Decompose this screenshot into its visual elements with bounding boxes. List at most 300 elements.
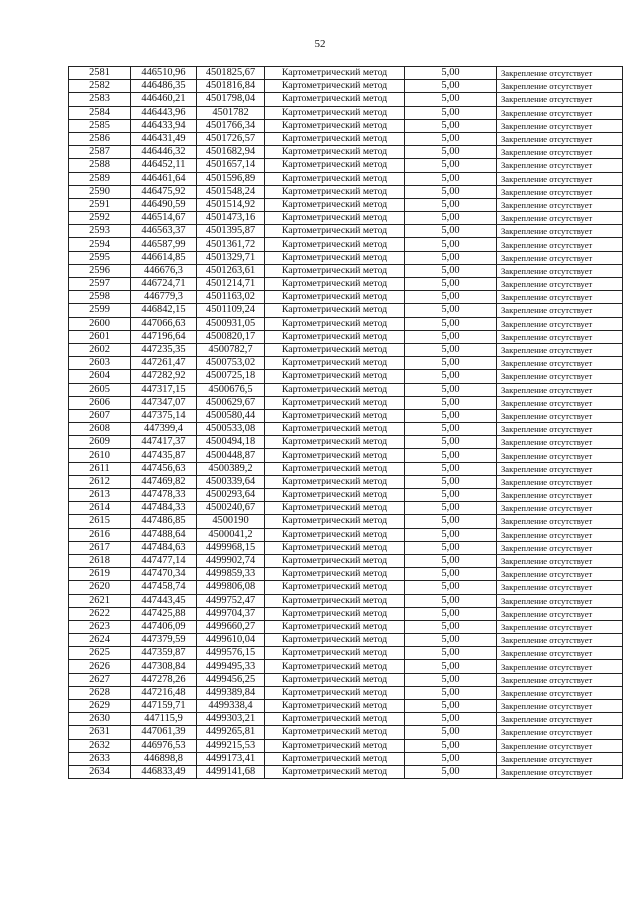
y-coordinate-cell: 4501214,71 bbox=[197, 278, 265, 291]
accuracy-cell: 5,00 bbox=[405, 673, 497, 686]
point-number-cell: 2628 bbox=[69, 686, 131, 699]
method-cell: Картометрический метод bbox=[265, 607, 405, 620]
fixation-cell: Закрепление отсутствует bbox=[497, 423, 623, 436]
fixation-cell: Закрепление отсутствует bbox=[497, 264, 623, 277]
x-coordinate-cell: 447484,33 bbox=[131, 502, 197, 515]
point-number-cell: 2607 bbox=[69, 409, 131, 422]
fixation-cell: Закрепление отсутствует bbox=[497, 554, 623, 567]
accuracy-cell: 5,00 bbox=[405, 198, 497, 211]
accuracy-cell: 5,00 bbox=[405, 159, 497, 172]
accuracy-cell: 5,00 bbox=[405, 568, 497, 581]
fixation-cell: Закрепление отсутствует bbox=[497, 686, 623, 699]
accuracy-cell: 5,00 bbox=[405, 686, 497, 699]
fixation-cell: Закрепление отсутствует bbox=[497, 462, 623, 475]
x-coordinate-cell: 447458,74 bbox=[131, 581, 197, 594]
point-number-cell: 2625 bbox=[69, 647, 131, 660]
table-row bbox=[69, 172, 623, 185]
x-coordinate-cell: 446433,94 bbox=[131, 119, 197, 132]
table-row bbox=[69, 739, 623, 752]
table-row bbox=[69, 620, 623, 633]
method-cell: Картометрический метод bbox=[265, 489, 405, 502]
method-cell: Картометрический метод bbox=[265, 515, 405, 528]
y-coordinate-cell: 4500448,87 bbox=[197, 449, 265, 462]
x-coordinate-cell: 447488,64 bbox=[131, 528, 197, 541]
x-coordinate-cell: 447216,48 bbox=[131, 686, 197, 699]
point-number-cell: 2602 bbox=[69, 343, 131, 356]
point-number-cell: 2614 bbox=[69, 502, 131, 515]
y-coordinate-cell: 4501657,14 bbox=[197, 159, 265, 172]
accuracy-cell: 5,00 bbox=[405, 370, 497, 383]
accuracy-cell: 5,00 bbox=[405, 647, 497, 660]
fixation-cell: Закрепление отсутствует bbox=[497, 106, 623, 119]
point-number-cell: 2583 bbox=[69, 93, 131, 106]
y-coordinate-cell: 4501361,72 bbox=[197, 238, 265, 251]
method-cell: Картометрический метод bbox=[265, 343, 405, 356]
accuracy-cell: 5,00 bbox=[405, 726, 497, 739]
x-coordinate-cell: 447061,39 bbox=[131, 726, 197, 739]
fixation-cell: Закрепление отсутствует bbox=[497, 172, 623, 185]
point-number-cell: 2617 bbox=[69, 541, 131, 554]
y-coordinate-cell: 4501163,02 bbox=[197, 291, 265, 304]
method-cell: Картометрический метод bbox=[265, 238, 405, 251]
table-row bbox=[69, 752, 623, 765]
fixation-cell: Закрепление отсутствует bbox=[497, 278, 623, 291]
x-coordinate-cell: 447317,15 bbox=[131, 383, 197, 396]
point-number-cell: 2599 bbox=[69, 304, 131, 317]
table-row bbox=[69, 489, 623, 502]
point-number-cell: 2590 bbox=[69, 185, 131, 198]
method-cell: Картометрический метод bbox=[265, 291, 405, 304]
point-number-cell: 2593 bbox=[69, 225, 131, 238]
fixation-cell: Закрепление отсутствует bbox=[497, 436, 623, 449]
accuracy-cell: 5,00 bbox=[405, 343, 497, 356]
y-coordinate-cell: 4499303,21 bbox=[197, 713, 265, 726]
x-coordinate-cell: 446898,8 bbox=[131, 752, 197, 765]
x-coordinate-cell: 447484,63 bbox=[131, 541, 197, 554]
accuracy-cell: 5,00 bbox=[405, 67, 497, 80]
accuracy-cell: 5,00 bbox=[405, 554, 497, 567]
fixation-cell: Закрепление отсутствует bbox=[497, 225, 623, 238]
y-coordinate-cell: 4500190 bbox=[197, 515, 265, 528]
x-coordinate-cell: 447425,88 bbox=[131, 607, 197, 620]
accuracy-cell: 5,00 bbox=[405, 660, 497, 673]
table-row bbox=[69, 330, 623, 343]
x-coordinate-cell: 447278,26 bbox=[131, 673, 197, 686]
table-row bbox=[69, 502, 623, 515]
accuracy-cell: 5,00 bbox=[405, 594, 497, 607]
table-row bbox=[69, 370, 623, 383]
table-row bbox=[69, 568, 623, 581]
x-coordinate-cell: 446842,15 bbox=[131, 304, 197, 317]
table-row bbox=[69, 291, 623, 304]
y-coordinate-cell: 4501816,84 bbox=[197, 80, 265, 93]
y-coordinate-cell: 4500782,7 bbox=[197, 343, 265, 356]
table-row bbox=[69, 765, 623, 778]
y-coordinate-cell: 4500820,17 bbox=[197, 330, 265, 343]
table-row bbox=[69, 449, 623, 462]
method-cell: Картометрический метод bbox=[265, 436, 405, 449]
method-cell: Картометрический метод bbox=[265, 726, 405, 739]
y-coordinate-cell: 4500629,67 bbox=[197, 396, 265, 409]
point-number-cell: 2624 bbox=[69, 634, 131, 647]
point-number-cell: 2622 bbox=[69, 607, 131, 620]
x-coordinate-cell: 447443,45 bbox=[131, 594, 197, 607]
method-cell: Картометрический метод bbox=[265, 185, 405, 198]
accuracy-cell: 5,00 bbox=[405, 436, 497, 449]
fixation-cell: Закрепление отсутствует bbox=[497, 607, 623, 620]
table-row bbox=[69, 475, 623, 488]
x-coordinate-cell: 446833,49 bbox=[131, 765, 197, 778]
table-row bbox=[69, 528, 623, 541]
x-coordinate-cell: 447066,63 bbox=[131, 317, 197, 330]
method-cell: Картометрический метод bbox=[265, 502, 405, 515]
x-coordinate-cell: 447456,63 bbox=[131, 462, 197, 475]
table-row bbox=[69, 212, 623, 225]
fixation-cell: Закрепление отсутствует bbox=[497, 146, 623, 159]
accuracy-cell: 5,00 bbox=[405, 581, 497, 594]
method-cell: Картометрический метод bbox=[265, 554, 405, 567]
accuracy-cell: 5,00 bbox=[405, 489, 497, 502]
y-coordinate-cell: 4499610,04 bbox=[197, 634, 265, 647]
y-coordinate-cell: 4501263,61 bbox=[197, 264, 265, 277]
y-coordinate-cell: 4499456,25 bbox=[197, 673, 265, 686]
accuracy-cell: 5,00 bbox=[405, 225, 497, 238]
accuracy-cell: 5,00 bbox=[405, 185, 497, 198]
fixation-cell: Закрепление отсутствует bbox=[497, 132, 623, 145]
table-row bbox=[69, 251, 623, 264]
y-coordinate-cell: 4499660,27 bbox=[197, 620, 265, 633]
method-cell: Картометрический метод bbox=[265, 132, 405, 145]
y-coordinate-cell: 4500494,18 bbox=[197, 436, 265, 449]
point-number-cell: 2591 bbox=[69, 198, 131, 211]
point-number-cell: 2613 bbox=[69, 489, 131, 502]
x-coordinate-cell: 446676,3 bbox=[131, 264, 197, 277]
y-coordinate-cell: 4499752,47 bbox=[197, 594, 265, 607]
y-coordinate-cell: 4501726,57 bbox=[197, 132, 265, 145]
table-row bbox=[69, 700, 623, 713]
table-row bbox=[69, 304, 623, 317]
accuracy-cell: 5,00 bbox=[405, 409, 497, 422]
fixation-cell: Закрепление отсутствует bbox=[497, 475, 623, 488]
method-cell: Картометрический метод bbox=[265, 159, 405, 172]
method-cell: Картометрический метод bbox=[265, 581, 405, 594]
y-coordinate-cell: 4499859,33 bbox=[197, 568, 265, 581]
x-coordinate-cell: 446724,71 bbox=[131, 278, 197, 291]
method-cell: Картометрический метод bbox=[265, 317, 405, 330]
x-coordinate-cell: 447486,85 bbox=[131, 515, 197, 528]
y-coordinate-cell: 4500533,08 bbox=[197, 423, 265, 436]
table-row bbox=[69, 198, 623, 211]
accuracy-cell: 5,00 bbox=[405, 357, 497, 370]
y-coordinate-cell: 4501596,89 bbox=[197, 172, 265, 185]
x-coordinate-cell: 446446,32 bbox=[131, 146, 197, 159]
table-row bbox=[69, 225, 623, 238]
point-number-cell: 2594 bbox=[69, 238, 131, 251]
point-number-cell: 2586 bbox=[69, 132, 131, 145]
accuracy-cell: 5,00 bbox=[405, 515, 497, 528]
point-number-cell: 2630 bbox=[69, 713, 131, 726]
fixation-cell: Закрепление отсутствует bbox=[497, 409, 623, 422]
point-number-cell: 2600 bbox=[69, 317, 131, 330]
y-coordinate-cell: 4501682,94 bbox=[197, 146, 265, 159]
accuracy-cell: 5,00 bbox=[405, 317, 497, 330]
table-row bbox=[69, 594, 623, 607]
point-number-cell: 2598 bbox=[69, 291, 131, 304]
y-coordinate-cell: 4501395,87 bbox=[197, 225, 265, 238]
accuracy-cell: 5,00 bbox=[405, 700, 497, 713]
accuracy-cell: 5,00 bbox=[405, 132, 497, 145]
method-cell: Картометрический метод bbox=[265, 396, 405, 409]
accuracy-cell: 5,00 bbox=[405, 238, 497, 251]
point-number-cell: 2601 bbox=[69, 330, 131, 343]
point-number-cell: 2618 bbox=[69, 554, 131, 567]
accuracy-cell: 5,00 bbox=[405, 304, 497, 317]
accuracy-cell: 5,00 bbox=[405, 541, 497, 554]
method-cell: Картометрический метод bbox=[265, 225, 405, 238]
point-number-cell: 2606 bbox=[69, 396, 131, 409]
accuracy-cell: 5,00 bbox=[405, 383, 497, 396]
method-cell: Картометрический метод bbox=[265, 383, 405, 396]
table-row bbox=[69, 317, 623, 330]
table-row bbox=[69, 383, 623, 396]
point-number-cell: 2595 bbox=[69, 251, 131, 264]
x-coordinate-cell: 446431,49 bbox=[131, 132, 197, 145]
method-cell: Картометрический метод bbox=[265, 686, 405, 699]
table-row bbox=[69, 541, 623, 554]
fixation-cell: Закрепление отсутствует bbox=[497, 93, 623, 106]
table-row bbox=[69, 80, 623, 93]
point-number-cell: 2605 bbox=[69, 383, 131, 396]
accuracy-cell: 5,00 bbox=[405, 212, 497, 225]
table-row bbox=[69, 132, 623, 145]
table-row bbox=[69, 673, 623, 686]
y-coordinate-cell: 4499902,74 bbox=[197, 554, 265, 567]
method-cell: Картометрический метод bbox=[265, 752, 405, 765]
method-cell: Картометрический метод bbox=[265, 278, 405, 291]
point-number-cell: 2588 bbox=[69, 159, 131, 172]
point-number-cell: 2592 bbox=[69, 212, 131, 225]
accuracy-cell: 5,00 bbox=[405, 291, 497, 304]
y-coordinate-cell: 4500931,05 bbox=[197, 317, 265, 330]
fixation-cell: Закрепление отсутствует bbox=[497, 634, 623, 647]
x-coordinate-cell: 446779,3 bbox=[131, 291, 197, 304]
fixation-cell: Закрепление отсутствует bbox=[497, 357, 623, 370]
table-row bbox=[69, 409, 623, 422]
accuracy-cell: 5,00 bbox=[405, 620, 497, 633]
method-cell: Картометрический метод bbox=[265, 620, 405, 633]
fixation-cell: Закрепление отсутствует bbox=[497, 528, 623, 541]
table-row bbox=[69, 278, 623, 291]
accuracy-cell: 5,00 bbox=[405, 278, 497, 291]
point-number-cell: 2623 bbox=[69, 620, 131, 633]
method-cell: Картометрический метод bbox=[265, 568, 405, 581]
method-cell: Картометрический метод bbox=[265, 251, 405, 264]
method-cell: Картометрический метод bbox=[265, 67, 405, 80]
fixation-cell: Закрепление отсутствует bbox=[497, 67, 623, 80]
point-number-cell: 2587 bbox=[69, 146, 131, 159]
point-number-cell: 2633 bbox=[69, 752, 131, 765]
fixation-cell: Закрепление отсутствует bbox=[497, 330, 623, 343]
x-coordinate-cell: 447406,09 bbox=[131, 620, 197, 633]
fixation-cell: Закрепление отсутствует bbox=[497, 119, 623, 132]
x-coordinate-cell: 446510,96 bbox=[131, 67, 197, 80]
x-coordinate-cell: 447235,35 bbox=[131, 343, 197, 356]
x-coordinate-cell: 446490,59 bbox=[131, 198, 197, 211]
point-number-cell: 2615 bbox=[69, 515, 131, 528]
point-number-cell: 2610 bbox=[69, 449, 131, 462]
x-coordinate-cell: 447417,37 bbox=[131, 436, 197, 449]
y-coordinate-cell: 4500389,2 bbox=[197, 462, 265, 475]
method-cell: Картометрический метод bbox=[265, 475, 405, 488]
x-coordinate-cell: 446976,53 bbox=[131, 739, 197, 752]
method-cell: Картометрический метод bbox=[265, 634, 405, 647]
point-number-cell: 2596 bbox=[69, 264, 131, 277]
fixation-cell: Закрепление отсутствует bbox=[497, 185, 623, 198]
method-cell: Картометрический метод bbox=[265, 423, 405, 436]
method-cell: Картометрический метод bbox=[265, 449, 405, 462]
accuracy-cell: 5,00 bbox=[405, 396, 497, 409]
table-row bbox=[69, 726, 623, 739]
y-coordinate-cell: 4499495,33 bbox=[197, 660, 265, 673]
table-row bbox=[69, 396, 623, 409]
method-cell: Картометрический метод bbox=[265, 528, 405, 541]
y-coordinate-cell: 4499265,81 bbox=[197, 726, 265, 739]
point-number-cell: 2620 bbox=[69, 581, 131, 594]
method-cell: Картометрический метод bbox=[265, 409, 405, 422]
y-coordinate-cell: 4500753,02 bbox=[197, 357, 265, 370]
point-number-cell: 2626 bbox=[69, 660, 131, 673]
method-cell: Картометрический метод bbox=[265, 80, 405, 93]
y-coordinate-cell: 4501782 bbox=[197, 106, 265, 119]
point-number-cell: 2608 bbox=[69, 423, 131, 436]
y-coordinate-cell: 4500725,18 bbox=[197, 370, 265, 383]
y-coordinate-cell: 4501109,24 bbox=[197, 304, 265, 317]
fixation-cell: Закрепление отсутствует bbox=[497, 291, 623, 304]
y-coordinate-cell: 4501766,34 bbox=[197, 119, 265, 132]
table-row bbox=[69, 660, 623, 673]
y-coordinate-cell: 4499141,68 bbox=[197, 765, 265, 778]
accuracy-cell: 5,00 bbox=[405, 423, 497, 436]
table-row bbox=[69, 713, 623, 726]
point-number-cell: 2616 bbox=[69, 528, 131, 541]
y-coordinate-cell: 4501329,71 bbox=[197, 251, 265, 264]
point-number-cell: 2603 bbox=[69, 357, 131, 370]
table-row bbox=[69, 119, 623, 132]
fixation-cell: Закрепление отсутствует bbox=[497, 660, 623, 673]
method-cell: Картометрический метод bbox=[265, 106, 405, 119]
x-coordinate-cell: 447379,59 bbox=[131, 634, 197, 647]
table-row bbox=[69, 607, 623, 620]
fixation-cell: Закрепление отсутствует bbox=[497, 251, 623, 264]
x-coordinate-cell: 447477,14 bbox=[131, 554, 197, 567]
x-coordinate-cell: 447261,47 bbox=[131, 357, 197, 370]
y-coordinate-cell: 4499576,15 bbox=[197, 647, 265, 660]
accuracy-cell: 5,00 bbox=[405, 607, 497, 620]
point-number-cell: 2582 bbox=[69, 80, 131, 93]
y-coordinate-cell: 4501548,24 bbox=[197, 185, 265, 198]
accuracy-cell: 5,00 bbox=[405, 251, 497, 264]
fixation-cell: Закрепление отсутствует bbox=[497, 713, 623, 726]
x-coordinate-cell: 447159,71 bbox=[131, 700, 197, 713]
fixation-cell: Закрепление отсутствует bbox=[497, 449, 623, 462]
y-coordinate-cell: 4501473,16 bbox=[197, 212, 265, 225]
method-cell: Картометрический метод bbox=[265, 370, 405, 383]
page-number: 52 bbox=[314, 38, 326, 50]
accuracy-cell: 5,00 bbox=[405, 330, 497, 343]
point-number-cell: 2631 bbox=[69, 726, 131, 739]
fixation-cell: Закрепление отсутствует bbox=[497, 212, 623, 225]
method-cell: Картометрический метод bbox=[265, 660, 405, 673]
fixation-cell: Закрепление отсутствует bbox=[497, 739, 623, 752]
fixation-cell: Закрепление отсутствует bbox=[497, 198, 623, 211]
point-number-cell: 2612 bbox=[69, 475, 131, 488]
table-row bbox=[69, 634, 623, 647]
x-coordinate-cell: 446475,92 bbox=[131, 185, 197, 198]
x-coordinate-cell: 446452,11 bbox=[131, 159, 197, 172]
point-number-cell: 2632 bbox=[69, 739, 131, 752]
x-coordinate-cell: 446563,37 bbox=[131, 225, 197, 238]
x-coordinate-cell: 447115,9 bbox=[131, 713, 197, 726]
x-coordinate-cell: 447469,82 bbox=[131, 475, 197, 488]
point-number-cell: 2634 bbox=[69, 765, 131, 778]
fixation-cell: Закрепление отсутствует bbox=[497, 620, 623, 633]
table-row bbox=[69, 93, 623, 106]
x-coordinate-cell: 447282,92 bbox=[131, 370, 197, 383]
method-cell: Картометрический метод bbox=[265, 198, 405, 211]
x-coordinate-cell: 447470,34 bbox=[131, 568, 197, 581]
accuracy-cell: 5,00 bbox=[405, 634, 497, 647]
x-coordinate-cell: 446514,67 bbox=[131, 212, 197, 225]
fixation-cell: Закрепление отсутствует bbox=[497, 343, 623, 356]
y-coordinate-cell: 4500676,5 bbox=[197, 383, 265, 396]
y-coordinate-cell: 4499704,37 bbox=[197, 607, 265, 620]
point-number-cell: 2619 bbox=[69, 568, 131, 581]
x-coordinate-cell: 447308,84 bbox=[131, 660, 197, 673]
accuracy-cell: 5,00 bbox=[405, 172, 497, 185]
y-coordinate-cell: 4499806,08 bbox=[197, 581, 265, 594]
accuracy-cell: 5,00 bbox=[405, 264, 497, 277]
x-coordinate-cell: 446461,64 bbox=[131, 172, 197, 185]
method-cell: Картометрический метод bbox=[265, 264, 405, 277]
accuracy-cell: 5,00 bbox=[405, 146, 497, 159]
method-cell: Картометрический метод bbox=[265, 594, 405, 607]
table-row bbox=[69, 686, 623, 699]
method-cell: Картометрический метод bbox=[265, 713, 405, 726]
table-row bbox=[69, 515, 623, 528]
method-cell: Картометрический метод bbox=[265, 739, 405, 752]
point-number-cell: 2629 bbox=[69, 700, 131, 713]
accuracy-cell: 5,00 bbox=[405, 106, 497, 119]
accuracy-cell: 5,00 bbox=[405, 502, 497, 515]
x-coordinate-cell: 447196,64 bbox=[131, 330, 197, 343]
fixation-cell: Закрепление отсутствует bbox=[497, 396, 623, 409]
method-cell: Картометрический метод bbox=[265, 93, 405, 106]
y-coordinate-cell: 4499389,84 bbox=[197, 686, 265, 699]
table-row bbox=[69, 647, 623, 660]
coordinates-table-body bbox=[69, 67, 623, 779]
method-cell: Картометрический метод bbox=[265, 700, 405, 713]
fixation-cell: Закрепление отсутствует bbox=[497, 317, 623, 330]
accuracy-cell: 5,00 bbox=[405, 739, 497, 752]
table-row bbox=[69, 146, 623, 159]
y-coordinate-cell: 4499338,4 bbox=[197, 700, 265, 713]
y-coordinate-cell: 4500293,64 bbox=[197, 489, 265, 502]
fixation-cell: Закрепление отсутствует bbox=[497, 726, 623, 739]
accuracy-cell: 5,00 bbox=[405, 462, 497, 475]
coordinates-table bbox=[68, 66, 623, 779]
point-number-cell: 2584 bbox=[69, 106, 131, 119]
table-row bbox=[69, 554, 623, 567]
